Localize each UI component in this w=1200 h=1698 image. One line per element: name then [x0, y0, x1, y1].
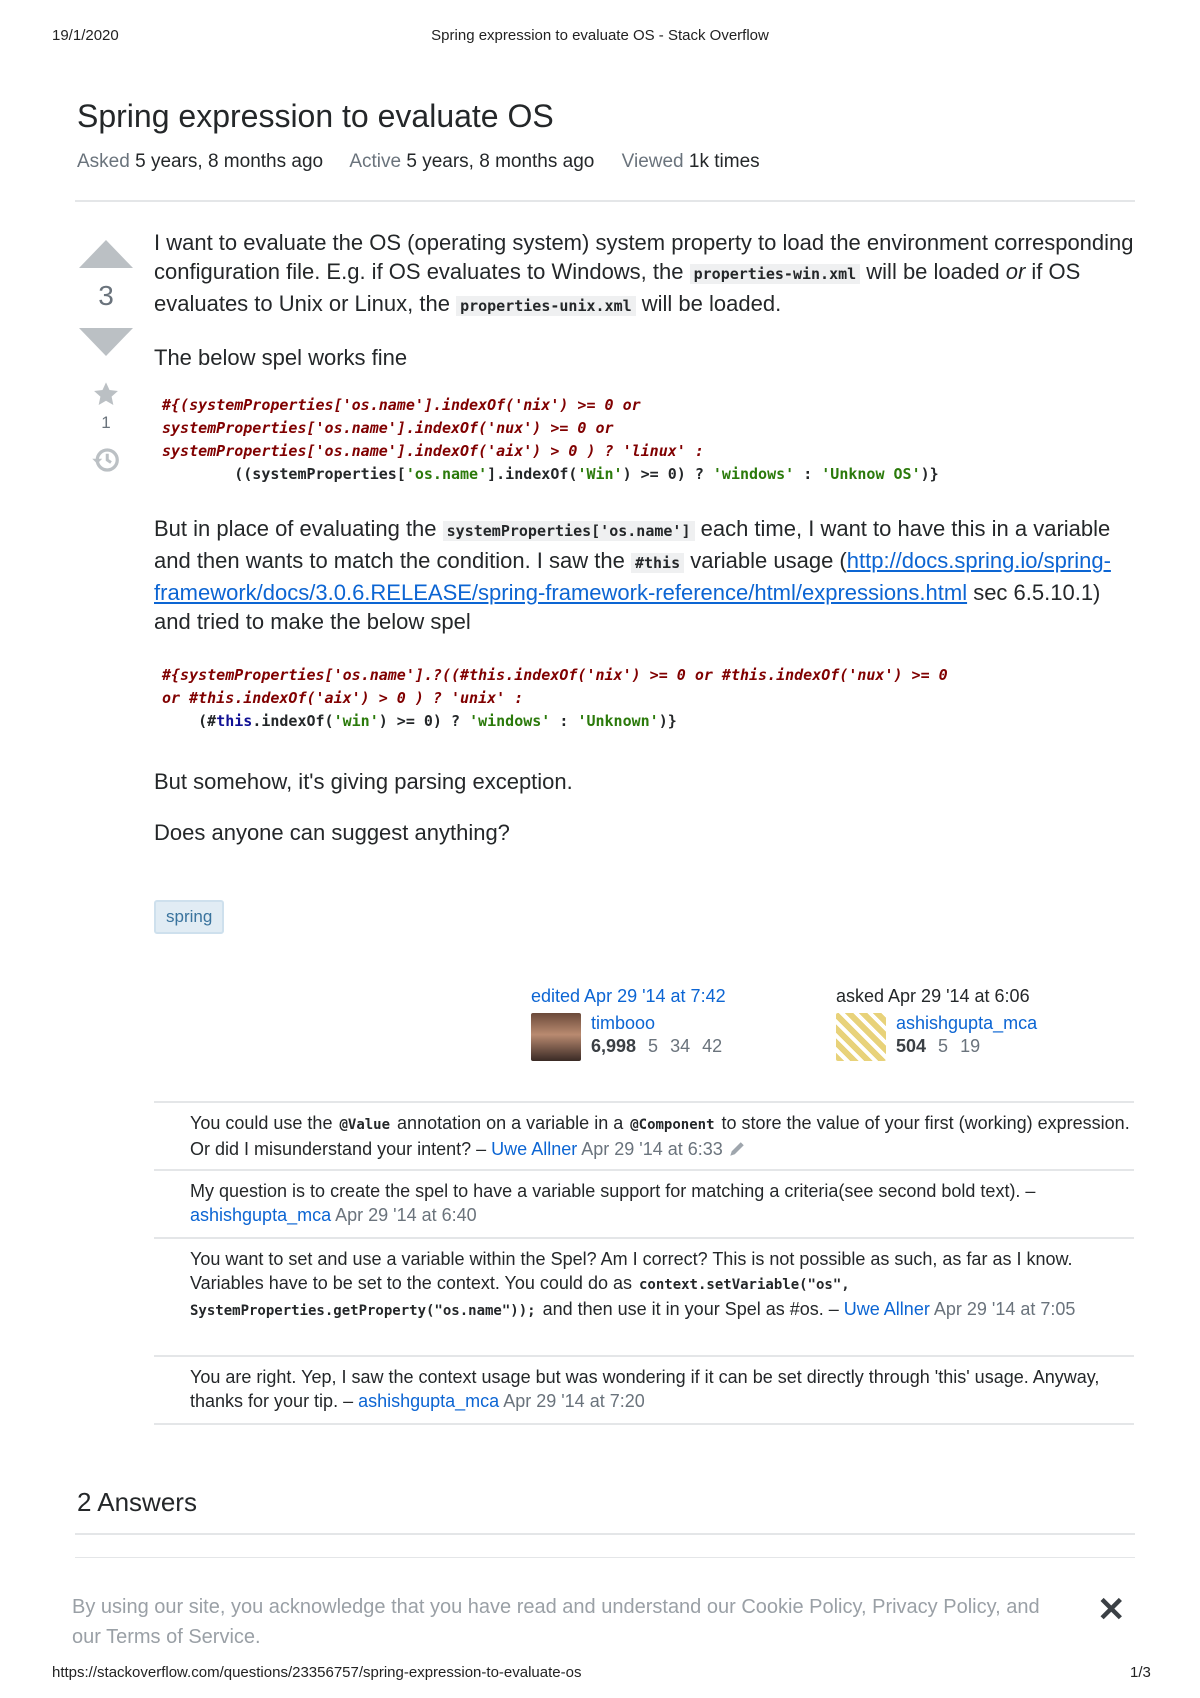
inline-code: #this	[631, 553, 684, 573]
comment: You are right. Yep, I saw the context usage but was wondering if it can be set directly through 'this' usage. Anyway, thanks for your tip. – ashishgupta_mca Apr 29 '14 at 7:20	[154, 1355, 1134, 1419]
star-icon[interactable]	[78, 380, 134, 413]
tag-list	[154, 900, 224, 934]
body-paragraph: But in place of evaluating the systemProperties['os.name'] each time, I want to have this in a variable and then wants to match the condition. I saw the #this variable usage (http://docs.spring.io/spring-framework/docs/3.0.6.RELEASE/spring-framework-reference/html/expressions.html sec 6.5.10.1) and tried to make the below spel	[154, 516, 1111, 634]
favorite-count: 1	[101, 413, 111, 432]
asked-value: 5 years, 8 months ago	[135, 151, 324, 172]
pencil-icon	[728, 1140, 746, 1158]
body-paragraph: The below spel works fine	[154, 345, 408, 370]
asker-username[interactable]: ashishgupta_mca	[896, 1013, 1038, 1033]
gold-badge-count: 5	[648, 1036, 659, 1056]
inline-code: properties-unix.xml	[456, 296, 636, 316]
code-block: #{(systemProperties['os.name'].indexOf('nix') >= 0 or systemProperties['os.name'].indexOf('nux') >= 0 or systemProperties['os.name'].indexOf('aix') > 0 ) ? 'linux' : ((systemProperties['os.name'].indexOf('Win') >= 0) ? 'windows' : 'Unknow OS')}	[162, 396, 939, 483]
comment: You could use the @Value annotation on a variable in a @Component to store the value of your first (working) expression. Or did I misunderstand your intent? – Uwe Allner Apr 29 '14 at 6:33	[154, 1101, 1134, 1167]
asked-label: Asked	[77, 151, 130, 172]
edited-signature	[531, 986, 791, 1061]
comment: My question is to create the spel to have a variable support for matching a criteria(see second bold text). – ashishgupta_mca Apr 29 '14 at 6:40	[154, 1169, 1134, 1233]
history-icon[interactable]	[78, 445, 134, 480]
comment: You want to set and use a variable within the Spel? Am I correct? This is not possible as such, as far as I know. Variables have to be set to the context. You could do as context.setVariable("os", SystemProperties.getProperty("os.name")); and then use it in your Spel as #os. – Uwe Allner Apr 29 '14 at 7:05	[154, 1237, 1134, 1329]
question-meta	[77, 151, 782, 173]
print-page-title: Spring expression to evaluate OS - Stack Overflow	[431, 27, 769, 44]
avatar[interactable]	[531, 1013, 581, 1061]
body-paragraph: But somehow, it's giving parsing exception.	[154, 769, 573, 794]
silver-badge-count: 34	[670, 1036, 691, 1056]
cookie-notice: By using our site, you acknowledge that you have read and understand our Cookie Policy, Privacy Policy, and our Terms of Service.	[72, 1596, 1040, 1648]
cookie-divider	[75, 1557, 1135, 1558]
reputation-score: 504	[896, 1036, 927, 1056]
comment-time[interactable]: Apr 29 '14 at 6:40	[335, 1205, 477, 1225]
active-value[interactable]: 5 years, 8 months ago	[406, 151, 595, 172]
body-paragraph: Does anyone can suggest anything?	[154, 820, 510, 845]
body-paragraph: I want to evaluate the OS (operating system) system property to load the environment corresponding configuration file. E.g. if OS evaluates to Windows, the properties-win.xml will be loaded or if OS evaluates to Unix or Linux, the properties-unix.xml will be loaded.	[154, 230, 1134, 316]
editor-username[interactable]: timbooo	[591, 1013, 656, 1033]
asked-signature	[836, 986, 1096, 1061]
edited-time-link[interactable]: edited Apr 29 '14 at 7:42	[531, 986, 726, 1006]
asked-time: asked Apr 29 '14 at 6:06	[836, 986, 1030, 1006]
print-page-number: 1/3	[1130, 1664, 1151, 1681]
close-icon[interactable]: ✕	[1097, 1591, 1126, 1629]
inline-code: context.setVariable("os", SystemProperties.getProperty("os.name"));	[190, 1277, 850, 1319]
comment-user-link[interactable]: ashishgupta_mca	[190, 1205, 332, 1225]
vote-column	[78, 240, 134, 480]
answers-divider	[75, 1533, 1135, 1535]
docs-link[interactable]: http://docs.spring.io/spring-framework/docs/3.0.6.RELEASE/spring-framework-reference/html/expressions.html	[154, 548, 1111, 605]
print-date: 19/1/2020	[52, 27, 119, 44]
header-divider	[75, 200, 1135, 202]
code-block: #{systemProperties['os.name'].?((#this.indexOf('nix') >= 0 or #this.indexOf('nux') >= 0 or #this.indexOf('aix') > 0 ) ? 'unix' : (#this.indexOf('win') >= 0) ? 'windows' : 'Unknown')}	[162, 666, 948, 730]
inline-code: @Value	[339, 1117, 391, 1133]
active-label: Active	[349, 151, 402, 172]
comment-time[interactable]: Apr 29 '14 at 6:33	[581, 1139, 723, 1159]
print-url: https://stackoverflow.com/questions/23356757/spring-expression-to-evaluate-os	[52, 1664, 582, 1681]
tag-spring[interactable]: spring	[154, 900, 224, 934]
comment-time[interactable]: Apr 29 '14 at 7:05	[933, 1299, 1076, 1319]
upvote-arrow-icon[interactable]	[79, 240, 133, 268]
question-title[interactable]: Spring expression to evaluate OS	[77, 98, 554, 134]
reputation-score: 6,998	[591, 1036, 637, 1056]
viewed-label: Viewed	[621, 151, 684, 172]
inline-code: systemProperties['os.name']	[443, 521, 695, 541]
downvote-arrow-icon[interactable]	[79, 328, 133, 356]
gold-badge-count: 5	[938, 1036, 949, 1056]
comment-user-link[interactable]: Uwe Allner	[491, 1139, 578, 1159]
avatar[interactable]	[836, 1013, 886, 1061]
viewed-value: 1k times	[688, 151, 760, 172]
comment-time[interactable]: Apr 29 '14 at 7:20	[503, 1391, 645, 1411]
comments-end-divider	[154, 1423, 1134, 1425]
vote-score: 3	[98, 280, 114, 311]
comment-user-link[interactable]: Uwe Allner	[843, 1299, 930, 1319]
comment-user-link[interactable]: ashishgupta_mca	[358, 1391, 500, 1411]
question-body	[154, 228, 1134, 869]
inline-code: properties-win.xml	[690, 264, 861, 284]
bronze-badge-count: 42	[702, 1036, 723, 1056]
silver-badge-count: 19	[960, 1036, 981, 1056]
answers-heading: 2 Answers	[77, 1487, 197, 1517]
inline-code: @Component	[630, 1117, 715, 1133]
